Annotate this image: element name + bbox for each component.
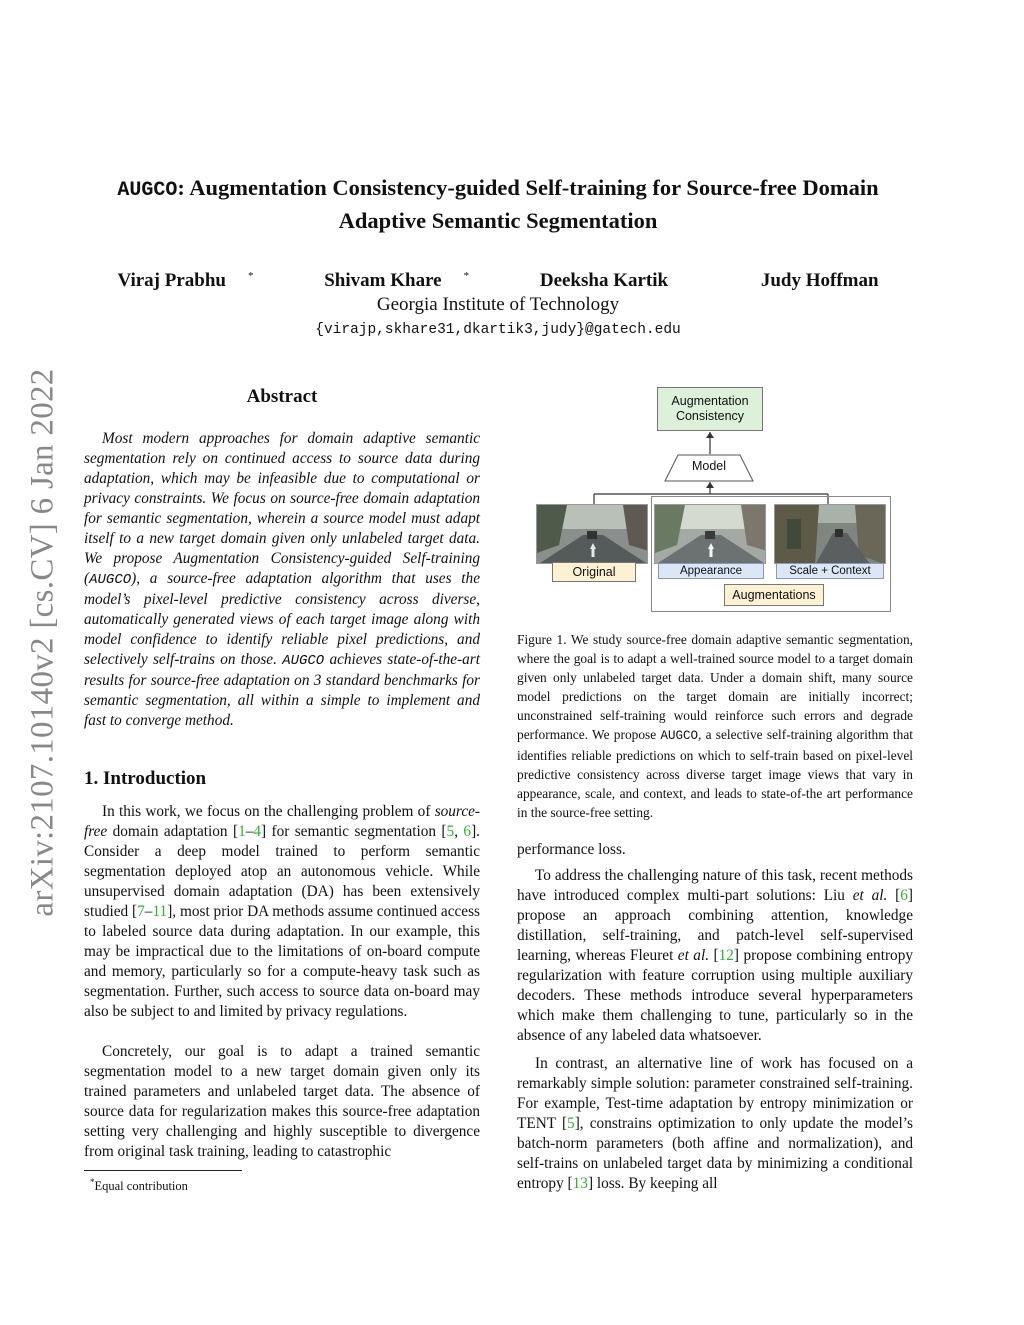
title-method-name: AUGCO (117, 179, 178, 202)
paper-title (40, 173, 956, 236)
title-line-1: : Augmentation Consistency-guided Self-training for Source-free Domain (177, 175, 879, 200)
author: Deeksha Kartik (539, 270, 669, 292)
intro-paragraph-2: Concretely, our goal is to adapt a trained semantic segmentation model to a new target domain given only its trained parameters and unlabeled target data. The absence of source data for regularization makes this source-free adaptation setting very challenging and highly susceptible to divergence from original task training, leading to catastrophic (84, 1043, 480, 1160)
original-label: Original (552, 562, 636, 582)
abstract-heading: Abstract (246, 386, 318, 407)
footnote: *Equal contribution (90, 1177, 188, 1194)
figure-1 (530, 382, 900, 617)
scale-context-augmented-image (774, 504, 886, 564)
appearance-label: Appearance (658, 563, 764, 579)
intro-paragraph-1: In this work, we focus on the challenging problem of source-free domain adaptation [1–4] for semantic segmentation [5, 6]. Consider a deep model trained to perform semantic segmentation deployed atop an autonomous vehicle. While unsupervised domain adaptation (DA) has been extensively studied [7–11], most prior DA methods assume continued access to labeled source data during adaptation. In our example, this may be impractical due to the limitations of on-board compute and memory, particularly so for a compute-heavy task such as segmentation. Further, such access to source data on-board may also be subject to and limited by privacy regulations. (84, 803, 480, 1020)
author-emails: {virajp,skhare31,dkartik3,judy}@gatech.edu (315, 322, 681, 338)
method-name: AUGCO (89, 572, 132, 588)
citation-link[interactable]: 13 (572, 1175, 588, 1192)
author-list (40, 270, 956, 292)
footnote-divider (84, 1170, 242, 1171)
citation-link[interactable]: 6 (900, 887, 908, 904)
method-name: AUGCO (660, 729, 698, 743)
author: Viraj Prabhu * (117, 270, 254, 292)
citation-link[interactable]: 5 (446, 823, 455, 840)
citation-link[interactable]: 11 (152, 903, 168, 920)
citation-link[interactable]: 5 (567, 1115, 575, 1132)
citation-link[interactable]: 12 (718, 947, 734, 964)
affiliation: Georgia Institute of Technology (376, 294, 620, 315)
augmentation-consistency-box: Augmentation Consistency (657, 387, 763, 431)
citation-link[interactable]: 1 (238, 823, 246, 840)
appearance-augmented-image (654, 504, 766, 564)
model-block: Model (664, 454, 754, 482)
citation-link[interactable]: 4 (253, 823, 262, 840)
abstract-body: Most modern approaches for domain adaptive semantic segmentation rely on continued access to source data during adaptation, which may be infeasible due to computational or privacy constraints. We focus on source-free domain adaptation for semantic segmentation, wherein a source model must adapt itself to a new target domain given only unlabeled target data. We propose Augmentation Consistency-guided Self-training (AUGCO), a source-free adaptation algorithm that uses the model’s pixel-level predictive consistency across diverse, automatically generated views of each target image along with model confidence to identify reliable pixel predictions, and selectively self-trains on those. AUGCO achieves state-of-the-art results for source-free adaptation on 3 standard benchmarks for semantic segmentation, all within a simple to implement and fast to converge method. (84, 430, 480, 729)
column-2-paragraph-3: In contrast, an alternative line of work has focused on a remarkably simple solution: parameter constrained self-training. For example, Test-time adaptation by entropy minimization or TENT [5], constrains optimization to only update the model’s batch-norm parameters (both affine and normalization), and self-trains on unlabeled target data by minimizing a conditional entropy [13] loss. By keeping all (517, 1055, 913, 1192)
figure-1-caption: Figure 1. We study source-free domain adaptive semantic segmentation, where the goal is to adapt a well-trained source model to a target domain given only unlabeled target data. Under a domain shift, many source model predictions on the target domain are initially incorrect; unconstrained self-training would reinforce such errors and degrade performance. We propose AUGCO, a selective self-training algorithm that identifies reliable predictions on which to self-train based on pixel-level predictive consistency across diverse target image views that vary in appearance, scale, and context, and leads to state-of-the art performance in the source-free setting. (517, 632, 913, 820)
method-name: AUGCO (282, 653, 325, 669)
column-2-paragraph-2: To address the challenging nature of this task, recent methods have introduced complex multi-part solutions: Liu et al. [6] propose an approach combining attention, knowledge distillation, self-training, and patch-level self-supervised learning, whereas Fleuret et al. [12] propose combining entropy regularization with feature corruption using multiple auxiliary decoders. These methods introduce several hyperparameters which make them challenging to tune, particularly so in the absence of any labeled data whatsoever. (517, 867, 913, 1044)
citation-link[interactable]: 6 (463, 823, 472, 840)
title-line-2: Adaptive Semantic Segmentation (338, 208, 658, 233)
citation-link[interactable]: 7 (137, 903, 145, 920)
author: Shivam Khare * (324, 270, 470, 292)
column-2-paragraph-1: performance loss. (517, 841, 626, 858)
arxiv-identifier: arXiv:2107.10140v2 [cs.CV] 6 Jan 2022 (24, 368, 61, 917)
augmentations-label: Augmentations (724, 584, 824, 606)
original-street-image (536, 504, 648, 564)
introduction-heading: 1. Introduction (84, 768, 207, 789)
scale-context-label: Scale + Context (776, 563, 884, 579)
author: Judy Hoffman (760, 270, 879, 292)
